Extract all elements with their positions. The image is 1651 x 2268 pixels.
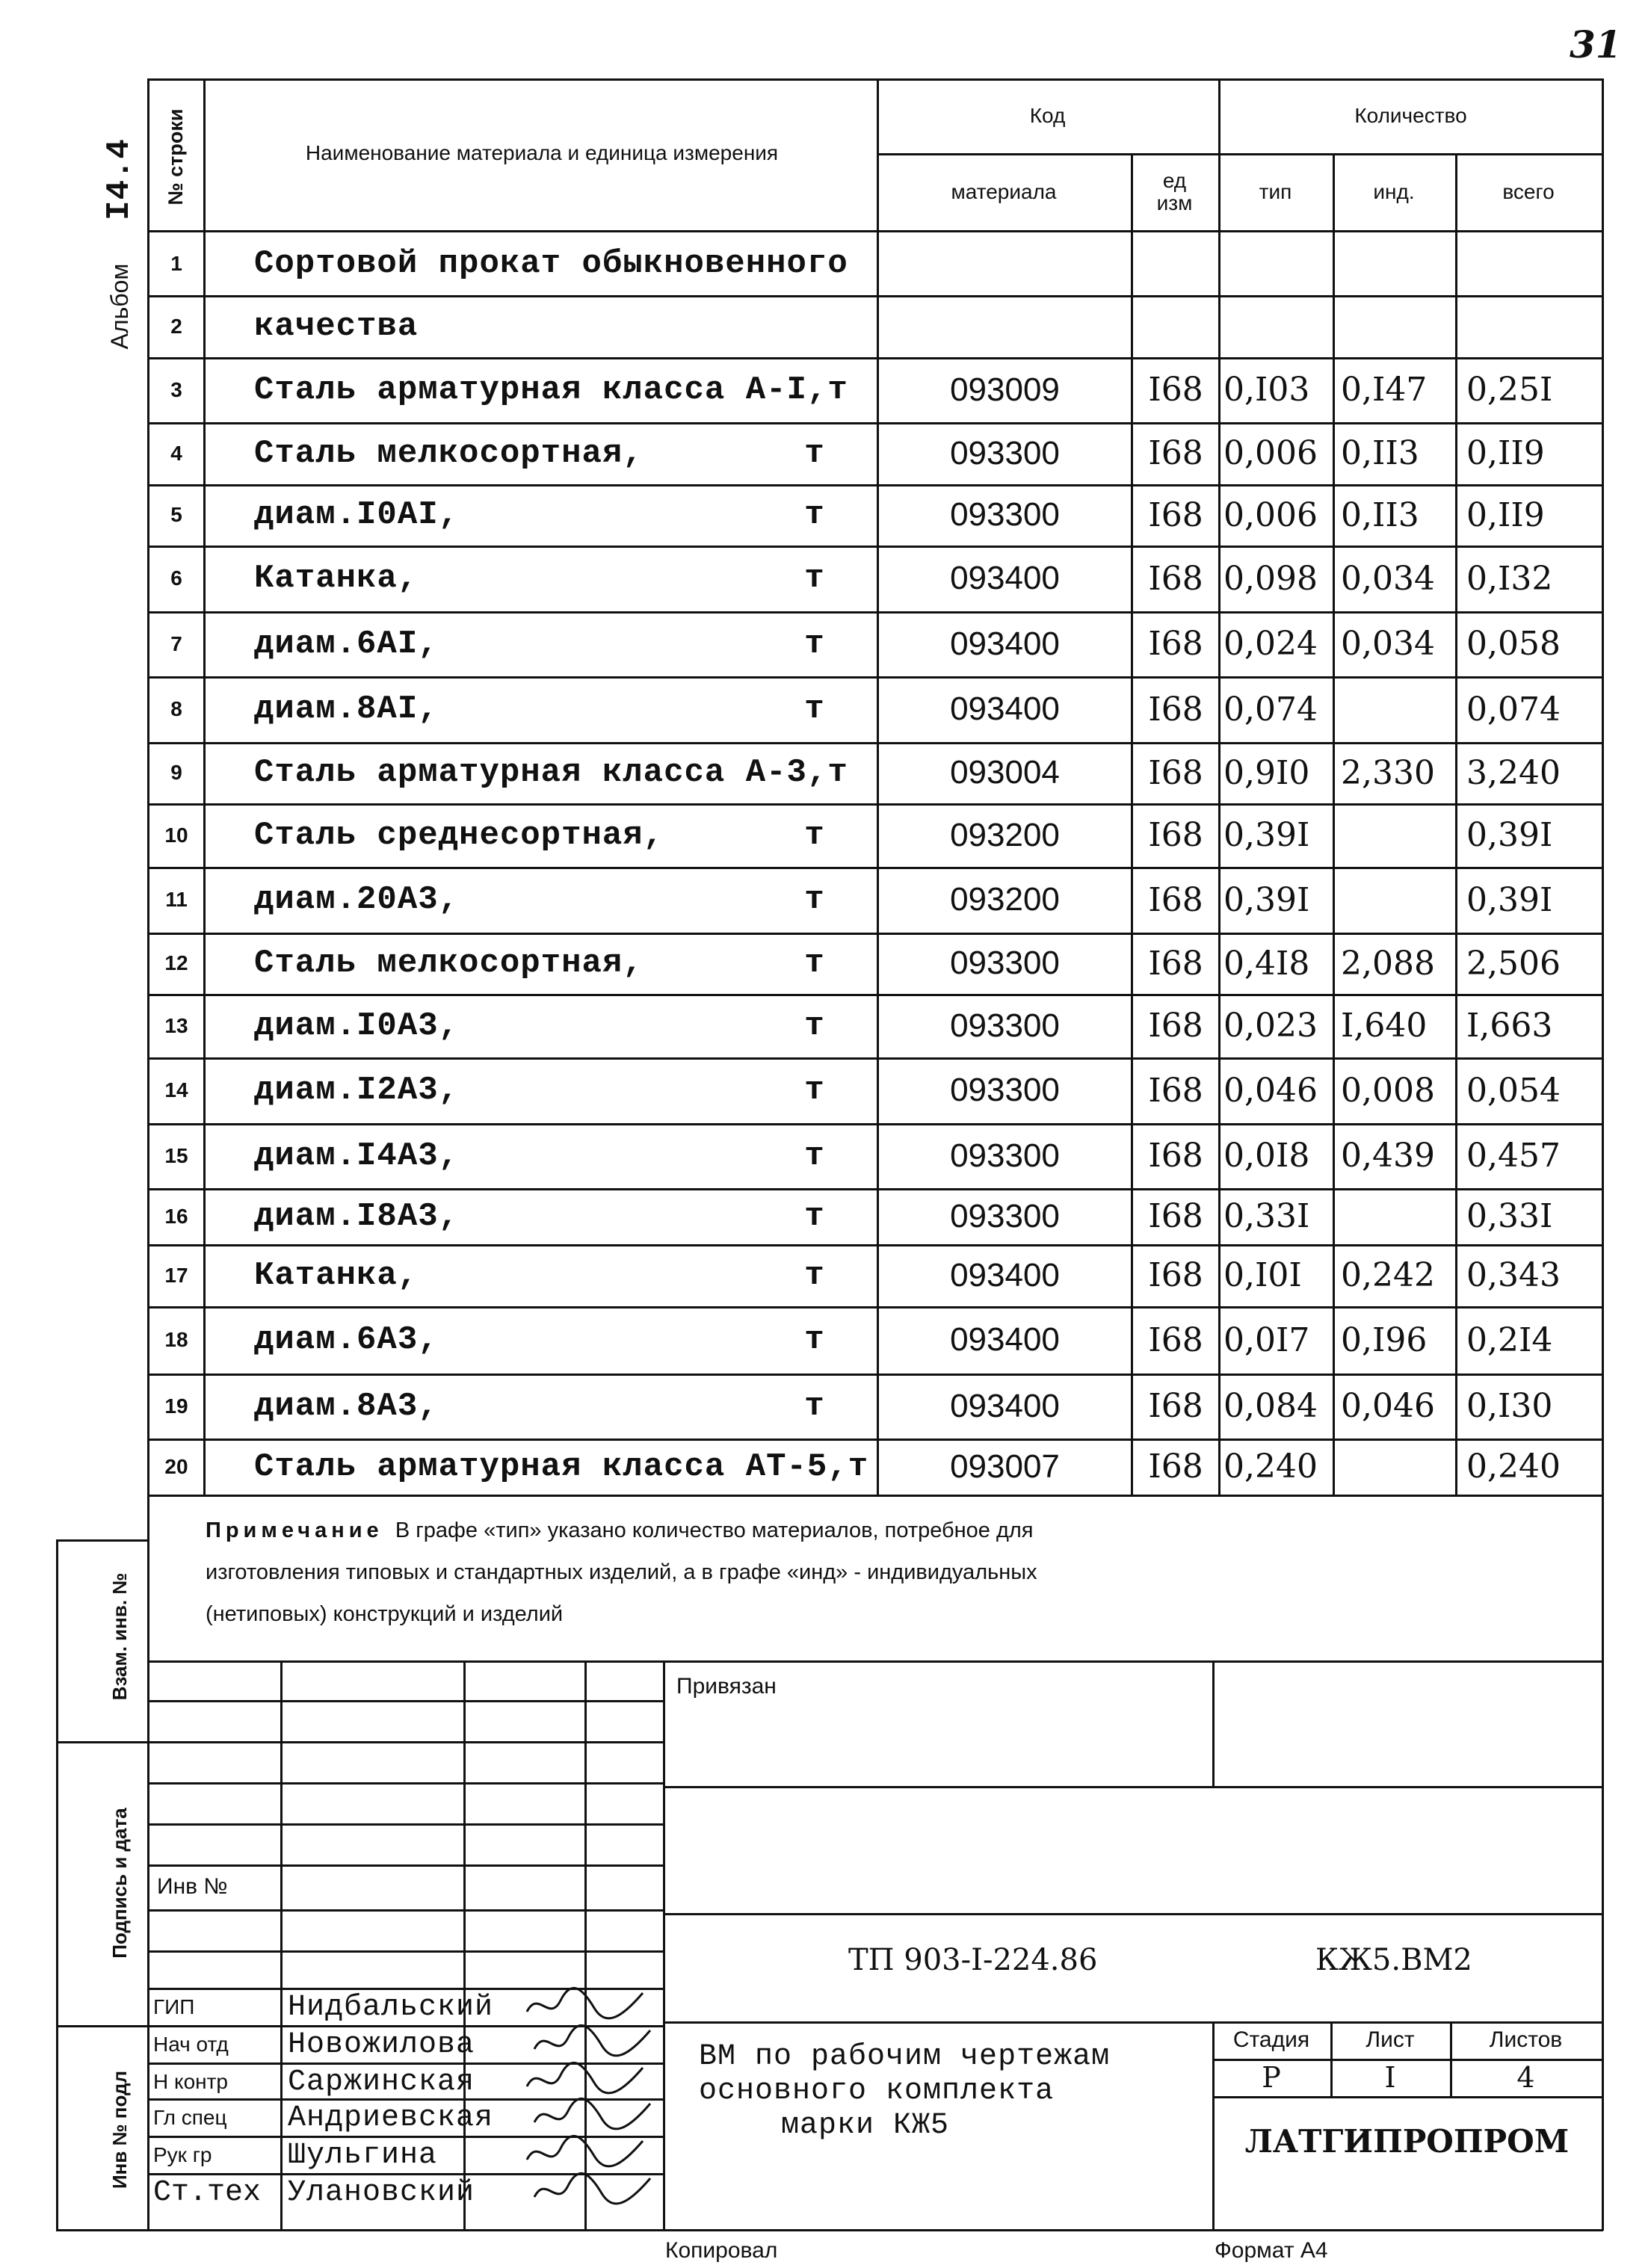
note-line3: (нетиповых) конструкций и изделий [206, 1602, 564, 1626]
material-unit: т [804, 816, 825, 854]
material-code: 093400 [950, 1387, 1060, 1424]
qty-total: 2,506 [1466, 944, 1561, 983]
material-name: Сталь среднесортная, [254, 816, 664, 854]
material-name: диам.I4A3, [254, 1137, 460, 1175]
page-number: 31 [1570, 22, 1622, 67]
material-code: 093300 [950, 1072, 1060, 1108]
doc-title-line3: марки КЖ5 [781, 2109, 950, 2142]
material-code: 093300 [950, 1137, 1060, 1174]
row-number: 20 [164, 1454, 188, 1478]
unit-code: I68 [1148, 753, 1203, 792]
qty-total: 0,074 [1466, 690, 1561, 729]
qty-ind [1335, 867, 1455, 933]
qty-ind [1335, 232, 1455, 295]
row-number: 17 [164, 1263, 188, 1287]
signature-role: Ст.тех [153, 2175, 262, 2210]
qty-ind: 0,II3 [1341, 495, 1419, 534]
material-code: 093300 [950, 1197, 1060, 1235]
qty-total: 0,343 [1466, 1256, 1561, 1294]
qty-type: 0,006 [1223, 434, 1318, 472]
unit-code: I68 [1148, 1071, 1203, 1110]
material-code: 093400 [950, 560, 1060, 596]
qty-total: 0,25I [1466, 371, 1553, 409]
row-number: 13 [164, 1013, 188, 1037]
material-code [879, 295, 1131, 357]
unit-code: I68 [1148, 880, 1203, 919]
qty-ind: 2,088 [1341, 944, 1435, 983]
qty-total: 0,I32 [1466, 559, 1553, 598]
row-number: 19 [164, 1394, 188, 1418]
doc-title-line2: основного комплекта [699, 2074, 1055, 2108]
signature-role: ГИП [153, 1995, 195, 2018]
unit-code: I68 [1148, 434, 1203, 472]
material-code: 093200 [950, 881, 1060, 918]
qty-type: 0,I03 [1223, 371, 1310, 409]
qty-type: 0,39I [1223, 880, 1310, 919]
signature-role: Н контр [153, 2070, 228, 2093]
material-code: 093300 [950, 434, 1060, 472]
material-name: диам.6AI, [254, 625, 439, 663]
material-name: диам.8AI, [254, 690, 439, 728]
material-name: диам.I0A3, [254, 1007, 460, 1045]
unit-code [1133, 295, 1218, 357]
qty-type: 0,084 [1223, 1387, 1318, 1425]
album-number: I4.4 [101, 138, 138, 220]
qty-type: 0,I0I [1223, 1256, 1302, 1294]
row-number: 14 [164, 1078, 188, 1101]
header-row-no: № строки [164, 108, 187, 206]
qty-type [1220, 232, 1333, 295]
qty-total [1457, 232, 1602, 295]
qty-ind: 0,439 [1341, 1137, 1435, 1175]
material-name: диам.6A3, [254, 1321, 439, 1359]
qty-type: 0,39I [1223, 816, 1310, 854]
material-name: Сталь мелкосортная, [254, 434, 644, 472]
header-code-unit-text: ед изм [1156, 168, 1193, 214]
sheet-label: Лист [1365, 2027, 1415, 2052]
row-number: 12 [164, 951, 188, 974]
header-code-unit [1131, 153, 1218, 230]
material-name: качества [254, 307, 419, 345]
unit-code: I68 [1148, 625, 1203, 663]
material-code: 093400 [950, 1256, 1060, 1294]
qty-total: 0,33I [1466, 1197, 1553, 1235]
handwritten-signature [531, 2167, 658, 2212]
qty-type: 0,9I0 [1223, 753, 1310, 792]
material-unit: т [804, 496, 825, 534]
material-name: Катанка, [254, 1256, 419, 1294]
qty-type [1220, 295, 1333, 357]
header-qty-type: тип [1259, 179, 1292, 203]
unit-code [1133, 232, 1218, 295]
row-number: 8 [170, 697, 182, 720]
qty-ind: 0,242 [1341, 1256, 1435, 1294]
qty-type: 0,046 [1223, 1071, 1318, 1110]
sheets-value: 4 [1516, 2061, 1535, 2094]
row-number: 6 [170, 566, 182, 590]
org-name: ЛАТГИПРОПРОМ [1244, 2122, 1570, 2160]
album-label: Альбом [106, 263, 133, 350]
unit-code: I68 [1148, 1007, 1203, 1045]
row-number: 2 [170, 314, 182, 338]
sheet-value: I [1384, 2061, 1396, 2094]
unit-code: I68 [1148, 371, 1203, 409]
unit-code: I68 [1148, 690, 1203, 729]
sheets-label: Листов [1489, 2027, 1563, 2052]
unit-code: I68 [1148, 1447, 1203, 1486]
qty-ind [1335, 803, 1455, 867]
signature-name: Нидбальский [288, 1990, 494, 2024]
qty-ind: 0,008 [1341, 1071, 1435, 1110]
qty-type: 0,0I7 [1223, 1320, 1310, 1359]
material-unit: т [804, 1256, 825, 1294]
material-unit: т [804, 1321, 825, 1359]
note-line1: В графе «тип» указано количество материалов, потребное для [395, 1518, 1034, 1542]
material-name: Сталь арматурная класса А-3,т [254, 754, 848, 791]
material-code: 093009 [950, 371, 1060, 408]
row-number: 10 [164, 823, 188, 847]
material-name: Сталь арматурная класса А-I,т [254, 371, 848, 409]
header-name-text: Наименование материала и единица измерения [305, 141, 779, 164]
qty-type: 0,023 [1223, 1007, 1318, 1045]
unit-code: I68 [1148, 944, 1203, 983]
qty-total: 0,058 [1466, 625, 1561, 663]
unit-code: I68 [1148, 495, 1203, 534]
stage-value: Р [1262, 2061, 1281, 2094]
row-number: 4 [170, 441, 182, 465]
unit-code: I68 [1148, 559, 1203, 598]
qty-type: 0,4I8 [1223, 944, 1310, 983]
unit-code: I68 [1148, 1137, 1203, 1175]
qty-total [1457, 295, 1602, 357]
unit-code: I68 [1148, 1256, 1203, 1294]
material-name: Сортовой прокат обыкновенного [254, 244, 848, 282]
qty-ind: 0,034 [1341, 559, 1435, 598]
inv-no-label: Инв № [157, 1874, 228, 1899]
material-unit: т [804, 1387, 825, 1425]
qty-ind [1335, 1439, 1455, 1495]
material-unit: т [804, 434, 825, 472]
side-inv-podl: Инв № подл [108, 2070, 131, 2190]
material-unit: т [804, 560, 825, 597]
qty-total: I,663 [1466, 1007, 1553, 1045]
doc-code: ТП 903-I-224.86 [848, 1943, 1098, 1977]
row-number: 1 [170, 251, 182, 275]
material-code: 093300 [950, 1007, 1060, 1044]
header-quantity: Количество [1354, 104, 1467, 127]
material-name: диам.I0AI, [254, 496, 460, 534]
qty-type: 0,240 [1223, 1447, 1318, 1486]
material-code: 093004 [950, 754, 1060, 791]
qty-total: 0,II9 [1466, 495, 1545, 534]
qty-ind [1335, 1188, 1455, 1244]
note-line2: изготовления типовых и стандартных изделий, а в графе «инд» - индивидуальных [206, 1560, 1037, 1584]
unit-code: I68 [1148, 1387, 1203, 1425]
row-number: 18 [164, 1328, 188, 1351]
qty-ind [1335, 295, 1455, 357]
header-qty-ind: инд. [1373, 179, 1415, 203]
qty-total: 0,II9 [1466, 434, 1545, 472]
side-vzam: Взам. инв. № [108, 1572, 131, 1701]
material-code: 093200 [950, 816, 1060, 853]
material-code [879, 232, 1131, 295]
qty-type: 0,074 [1223, 690, 1318, 729]
qty-type: 0,098 [1223, 559, 1318, 598]
material-unit: т [804, 625, 825, 663]
unit-code: I68 [1148, 1320, 1203, 1359]
material-name: диам.8A3, [254, 1387, 439, 1425]
format-label: Формат А4 [1215, 2238, 1328, 2263]
material-name: диам.I2A3, [254, 1072, 460, 1109]
unit-code: I68 [1148, 816, 1203, 854]
signature-role: Рук гр [153, 2143, 212, 2166]
material-name: Катанка, [254, 560, 419, 597]
material-name: диам.20A3, [254, 881, 460, 918]
stage-label: Стадия [1232, 2027, 1310, 2052]
material-code: 093400 [950, 690, 1060, 727]
material-unit: т [804, 1007, 825, 1045]
signature-name: Саржинская [288, 2065, 475, 2099]
qty-ind: 0,II3 [1341, 434, 1419, 472]
qty-ind: 0,I96 [1341, 1320, 1428, 1359]
material-unit: т [804, 881, 825, 918]
material-unit: т [804, 1137, 825, 1175]
signature-role: Гл спец [153, 2106, 227, 2129]
qty-total: 0,054 [1466, 1071, 1561, 1110]
qty-ind: 0,I47 [1341, 371, 1428, 409]
material-name: Сталь мелкосортная, [254, 945, 644, 982]
doc-mark: КЖ5.ВМ2 [1315, 1943, 1472, 1977]
qty-total: 0,240 [1466, 1447, 1561, 1486]
material-code: 093300 [950, 496, 1060, 533]
qty-total: 0,39I [1466, 816, 1553, 854]
qty-type: 0,0I8 [1223, 1137, 1310, 1175]
privyazan-label: Привязан [676, 1674, 777, 1699]
qty-ind: I,640 [1341, 1007, 1428, 1045]
material-unit: т [804, 945, 825, 982]
material-code: 093007 [950, 1447, 1060, 1485]
material-unit: т [804, 690, 825, 728]
qty-ind: 2,330 [1341, 753, 1435, 792]
qty-total: 3,240 [1466, 753, 1561, 792]
row-number: 3 [170, 377, 182, 401]
header-name [299, 120, 785, 187]
material-name: диам.I8A3, [254, 1197, 460, 1235]
signature-name: Улановский [288, 2175, 475, 2210]
qty-total: 0,I30 [1466, 1387, 1553, 1425]
header-qty-total: всего [1502, 179, 1555, 203]
side-podpis: Подпись и дата [108, 1808, 131, 1959]
material-name: Сталь арматурная класса АТ-5,т [254, 1447, 869, 1486]
material-unit: т [804, 1072, 825, 1109]
qty-ind: 0,046 [1341, 1387, 1435, 1425]
unit-code: I68 [1148, 1197, 1203, 1235]
signature-role: Нач отд [153, 2033, 229, 2056]
material-code: 093400 [950, 1321, 1060, 1358]
row-number: 16 [164, 1204, 188, 1228]
row-number: 5 [170, 503, 182, 526]
copied-label: Копировал [665, 2238, 778, 2263]
note [206, 1510, 1596, 1635]
qty-ind [1335, 676, 1455, 742]
header-code: Код [1029, 104, 1066, 127]
qty-total: 0,457 [1466, 1137, 1561, 1175]
row-number: 9 [170, 761, 182, 784]
header-code-material: материала [951, 179, 1057, 203]
signature-name: Андриевская [288, 2101, 494, 2135]
material-code: 093400 [950, 625, 1060, 662]
qty-total: 0,2I4 [1466, 1320, 1553, 1359]
row-number: 15 [164, 1143, 188, 1167]
material-unit: т [804, 1197, 825, 1235]
signature-name: Шульгина [288, 2138, 438, 2172]
doc-title [699, 2040, 1110, 2143]
material-code: 093300 [950, 945, 1060, 981]
doc-title-line1: ВМ по рабочим чертежам [699, 2040, 1111, 2074]
qty-type: 0,006 [1223, 495, 1318, 534]
row-number: 11 [165, 888, 188, 911]
qty-type: 0,024 [1223, 625, 1318, 663]
qty-type: 0,33I [1223, 1197, 1310, 1235]
note-label: Примечание [206, 1518, 383, 1542]
qty-total: 0,39I [1466, 880, 1553, 919]
row-number: 7 [170, 631, 182, 655]
qty-ind: 0,034 [1341, 625, 1435, 663]
signature-name: Новожилова [288, 2027, 475, 2062]
